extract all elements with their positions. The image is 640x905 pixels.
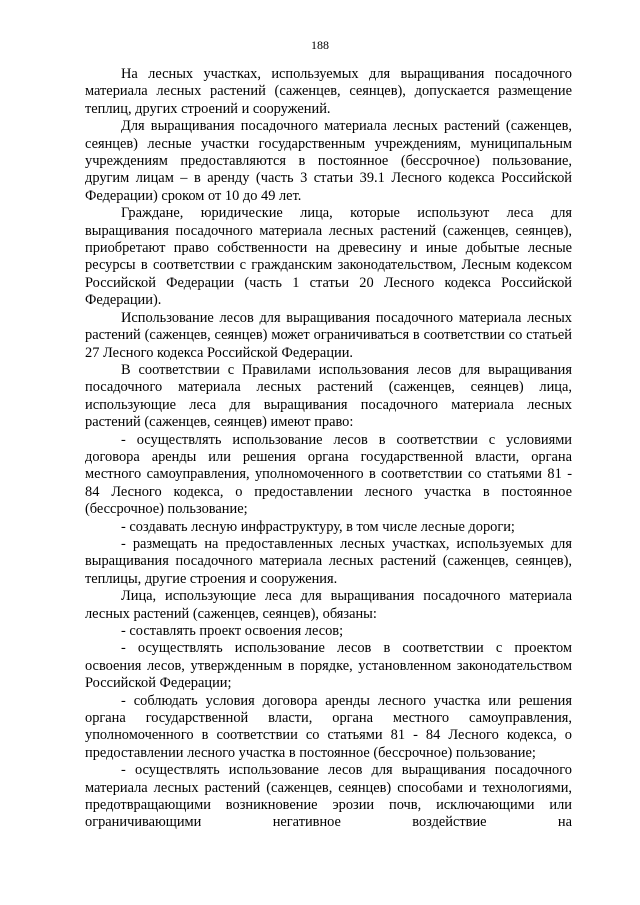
page-number: 188 <box>311 38 329 52</box>
list-item: - размещать на предоставленных лесных участках, используемых для выращивания посадочного материала лесных растений (саженцев, сеянцев), теплицы, другие строения и сооружения. <box>85 535 572 587</box>
body-text <box>85 66 572 832</box>
list-item: - составлять проект освоения лесов; <box>121 623 344 639</box>
paragraph: Лица, использующие леса для выращивания посадочного материала лесных растений (саженцев, сеянцев), обязаны: <box>85 588 572 622</box>
paragraph: На лесных участках, используемых для выращивания посадочного материала лесных растений (саженцев, сеянцев), допускается размещение теплиц, других строений и сооружений. <box>85 66 572 117</box>
list-item: - осуществлять использование лесов для выращивания посадочного материала лесных растений (саженцев, сеянцев) способами и технологиями, предотвращающими возникновение эрозии почв, исключающими или ограничивающими негативное воздействие на <box>85 762 572 831</box>
paragraph: В соответствии с Правилами использования лесов для выращивания посадочного материала лесных растений (саженцев, сеянцев) лица, использующие леса для выращивания посадочного материала лесных растений (саженцев, сеянцев) имеют право: <box>85 361 572 431</box>
list-item: - создавать лесную инфраструктуру, в том числе лесные дороги; <box>121 518 515 535</box>
paragraph: Для выращивания посадочного материала лесных растений (саженцев, сеянцев) лесные участки государственным учреждениям, муниципальным учреждениям предоставляются в постоянное (бессрочное) пользование, другим лицам – в аренду (часть 3 статьи 39.1 Лесного кодекса Российской Федерации) сроком от 10 до 49 лет. <box>85 118 572 204</box>
paragraph: Использование лесов для выращивания посадочного материала лесных растений (саженцев, сеянцев) может ограничиваться в соответствии со статьей 27 Лесного кодекса Российской Федерации. <box>85 309 572 361</box>
list-item: - соблюдать условия договора аренды лесного участка или решения органа государственной власти, органа местного самоуправления, уполномоченного в соответствии со статьями 81 - 84 Лесного кодекса, о предоставлении лесного участка в постоянное (бессрочное) пользование; <box>85 692 572 761</box>
paragraph: Граждане, юридические лица, которые используют леса для выращивания посадочного материала лесных растений (саженцев, сеянцев), приобретают право собственности на древесину и иные добытые лесные ресурсы в соответствии с гражданским законодательством, Лесным кодексом Российской Федерации (часть 1 статьи 20 Лесного кодекса Российской Федерации). <box>85 205 572 309</box>
list-item: - осуществлять использование лесов в соответствии с условиями договора аренды или решения органа государственной власти, органа местного самоуправления, уполномоченного в соответствии со статьями 81 - 84 Лесного кодекса, о предоставлении лесного участка в постоянное (бессрочное) пользование; <box>85 431 572 518</box>
list-item: - осуществлять использование лесов в соответствии с проектом освоения лесов, утвержденным в порядке, установленном законодательством Российской Федерации; <box>85 640 572 692</box>
